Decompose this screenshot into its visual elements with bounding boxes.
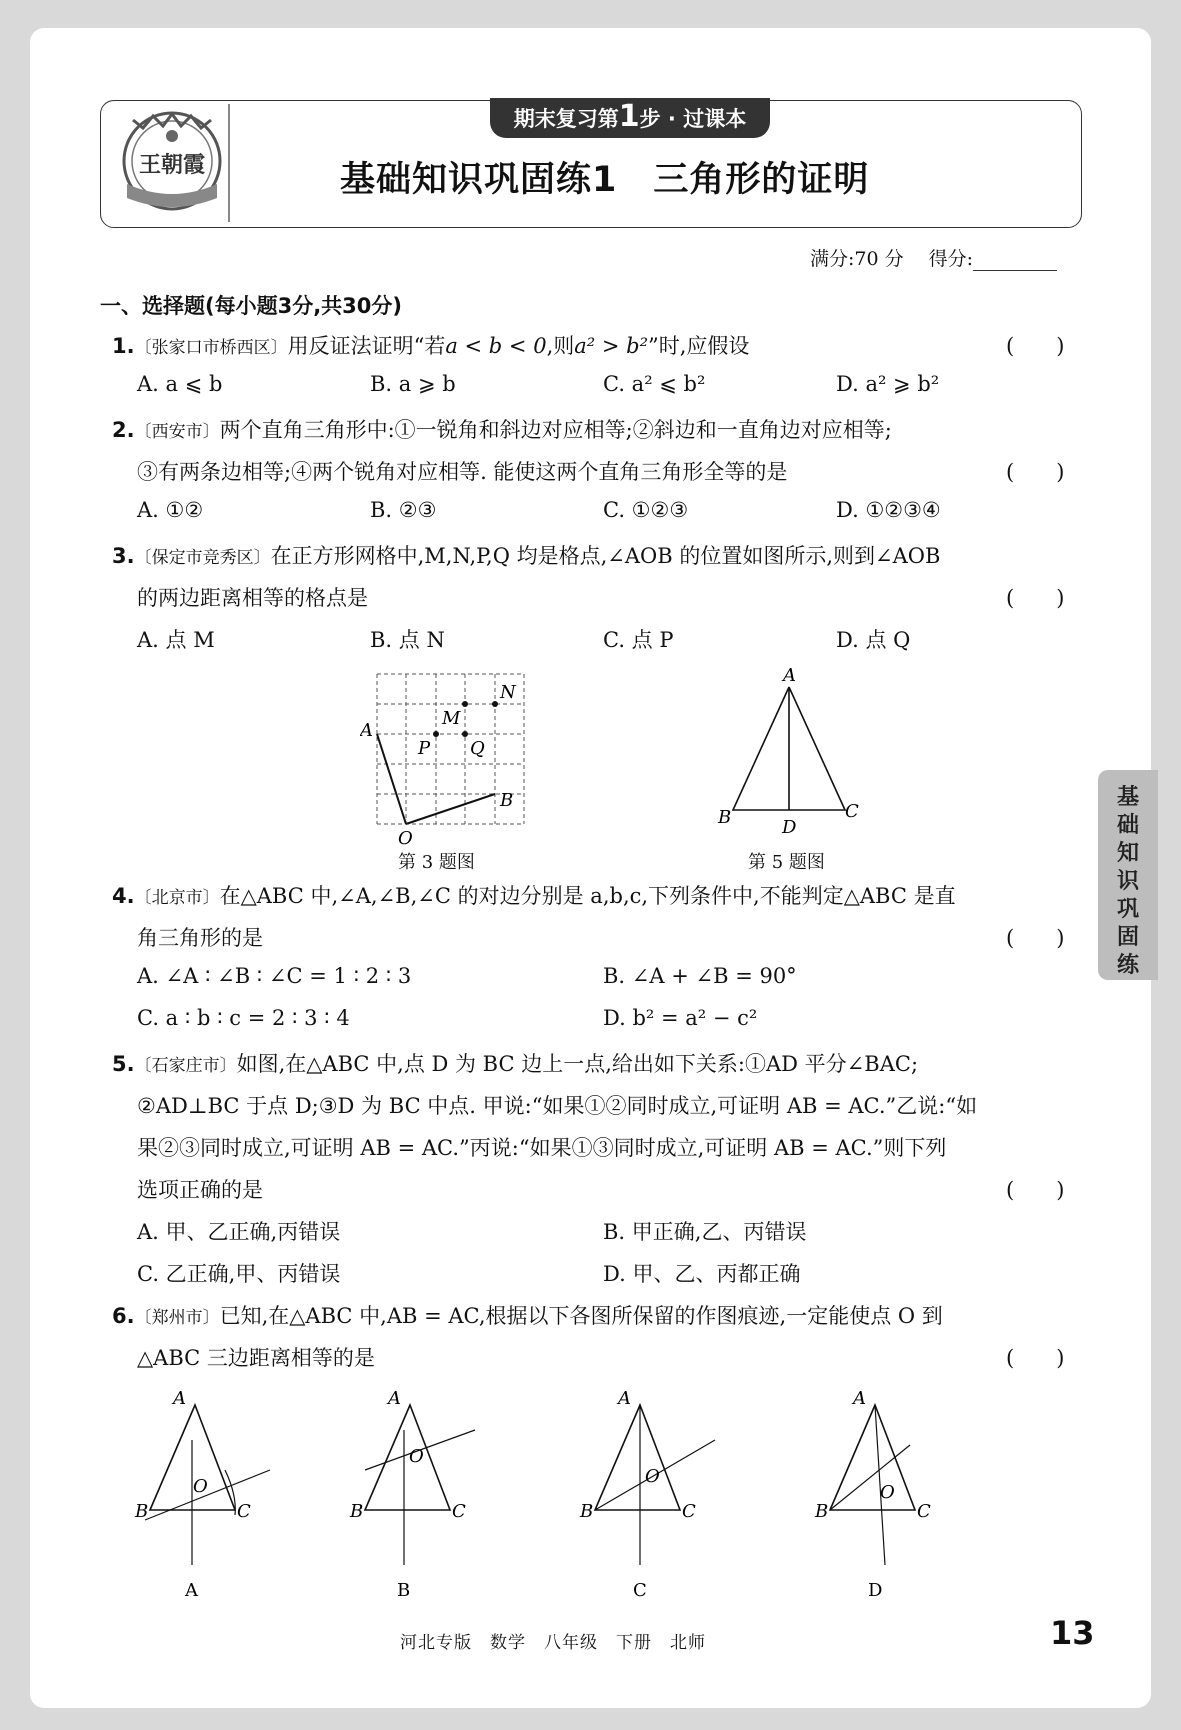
- q5-option-c: C. 乙正确,甲、丙错误: [137, 1262, 341, 1286]
- fig3-label-b: B: [500, 790, 514, 811]
- q3-option-b: B. 点 N: [370, 628, 445, 652]
- q6-figure-d: [814, 1390, 931, 1601]
- q6d-label-b: B: [815, 1501, 829, 1522]
- score-blank[interactable]: [973, 252, 1057, 271]
- footer-text: 河北专版 数学 八年级 下册 北师: [400, 1633, 706, 1653]
- page-title: 基础知识巩固练1 三角形的证明: [340, 160, 870, 200]
- q6-stem-line1: 6.〔郑州市〕已知,在△ABC 中,AB = AC,根据以下各图所保留的作图痕迹,一定能使点 O 到: [112, 1304, 943, 1328]
- sidetab-char: 固: [1116, 925, 1139, 950]
- page-number: 13: [1050, 1614, 1095, 1652]
- q4-option-b: B. ∠A + ∠B = 90°: [603, 964, 797, 988]
- q6c-label-b: B: [580, 1501, 594, 1522]
- q1-option-c: C. a² ⩽ b²: [603, 372, 706, 396]
- fig5-label-c: C: [845, 801, 859, 822]
- figure-3-grid: [360, 668, 530, 848]
- logo-emblem: [113, 106, 231, 220]
- q5-option-a: A. 甲、乙正确,丙错误: [137, 1220, 341, 1244]
- q6d-label-c: C: [917, 1501, 931, 1522]
- logo-separator: [228, 104, 230, 222]
- fig3-label-p: P: [418, 738, 431, 759]
- section-heading: 一、选择题(每小题3分,共30分): [100, 294, 403, 318]
- q2-option-b: B. ②③: [370, 498, 437, 522]
- q6-answer-blank[interactable]: ( ): [1006, 1346, 1065, 1370]
- q4-stem-line2: 角三角形的是: [137, 926, 263, 950]
- fig3-label-n: N: [500, 682, 516, 703]
- figure-5-caption: 第 5 题图: [748, 852, 825, 873]
- q2-stem-line2: ③有两条边相等;④两个锐角对应相等. 能使这两个直角三角形全等的是: [137, 460, 788, 484]
- q5-stem-line3: 果②③同时成立,可证明 AB = AC.”丙说:“如果①③同时成立,可证明 AB = AC.”则下列: [137, 1136, 947, 1160]
- q6b-label-b: B: [350, 1501, 364, 1522]
- q4-stem-line1: 4.〔北京市〕在△ABC 中,∠A,∠B,∠C 的对边分别是 a,b,c,下列条件中,不能判定△ABC 是直: [112, 884, 956, 908]
- q1-stem: 1.〔张家口市桥西区〕用反证法证明“若a < b < 0,则a² > b²”时,应假设: [112, 334, 750, 358]
- q1-option-b: B. a ⩾ b: [370, 372, 456, 396]
- q6-fig-d-label: D: [868, 1580, 883, 1601]
- q2-option-c: C. ①②③: [603, 498, 689, 522]
- q3-option-a: A. 点 M: [137, 628, 215, 652]
- fig5-label-a: A: [783, 665, 796, 686]
- fig3-label-m: M: [442, 708, 461, 729]
- figure-3-caption: 第 3 题图: [398, 852, 475, 873]
- q1-option-d: D. a² ⩾ b²: [836, 372, 940, 396]
- fig5-label-b: B: [718, 807, 732, 828]
- side-section-tab[interactable]: [1098, 770, 1158, 980]
- q6-figures: [125, 1390, 1085, 1610]
- q3-stem-line2: 的两边距离相等的格点是: [137, 586, 368, 610]
- fig3-label-q: Q: [470, 738, 485, 759]
- q6-fig-b-label: B: [397, 1580, 411, 1601]
- q6-fig-a-label: A: [185, 1580, 198, 1601]
- q3-option-c: C. 点 P: [603, 628, 674, 652]
- fig3-label-a: A: [360, 720, 373, 741]
- q2-answer-blank[interactable]: ( ): [1006, 460, 1065, 484]
- fig3-label-o: O: [398, 828, 413, 848]
- q6a-label-c: C: [237, 1501, 251, 1522]
- header-tab: 期末复习第1步 · 过课本: [490, 98, 770, 138]
- sidetab-char: 巩: [1116, 897, 1139, 922]
- q3-answer-blank[interactable]: ( ): [1006, 586, 1065, 610]
- sidetab-char: 基: [1116, 785, 1139, 810]
- q6d-label-a: A: [853, 1390, 866, 1409]
- q6c-label-o: O: [645, 1466, 660, 1487]
- figure-5-triangle: [710, 665, 860, 845]
- q6-figure-b: [349, 1390, 475, 1601]
- q6-figure-a: [134, 1390, 270, 1601]
- q5-answer-blank[interactable]: ( ): [1006, 1178, 1065, 1202]
- q4-answer-blank[interactable]: ( ): [1006, 926, 1065, 950]
- q6c-label-c: C: [682, 1501, 696, 1522]
- q3-stem-line1: 3.〔保定市竞秀区〕在正方形网格中,M,N,P,Q 均是格点,∠AOB 的位置如图所示,则到∠AOB: [112, 544, 941, 568]
- score-field: 满分:70 分 得分:: [810, 244, 1057, 271]
- logo-text: 王朝霞: [138, 152, 206, 178]
- q6a-label-a: A: [173, 1390, 186, 1409]
- q4-option-d: D. b² = a² − c²: [603, 1006, 758, 1030]
- q4-option-a: A. ∠A ∶ ∠B ∶ ∠C = 1 ∶ 2 ∶ 3: [137, 964, 412, 988]
- q6-figure-c: [579, 1390, 715, 1601]
- sidetab-char: 识: [1116, 869, 1139, 894]
- q5-stem-line2: ②AD⊥BC 于点 D;③D 为 BC 中点. 甲说:“如果①②同时成立,可证明 AB = AC.”乙说:“如: [137, 1094, 978, 1118]
- q5-stem-line1: 5.〔石家庄市〕如图,在△ABC 中,点 D 为 BC 边上一点,给出如下关系:①AD 平分∠BAC;: [112, 1052, 919, 1076]
- q4-option-c: C. a ∶ b ∶ c = 2 ∶ 3 ∶ 4: [137, 1006, 350, 1030]
- q5-option-b: B. 甲正确,乙、丙错误: [603, 1220, 807, 1244]
- q6d-label-o: O: [880, 1482, 895, 1503]
- sidetab-char: 础: [1116, 813, 1139, 838]
- q2-option-d: D. ①②③④: [836, 498, 941, 522]
- q5-option-d: D. 甲、乙、丙都正确: [603, 1262, 801, 1286]
- q6b-label-a: A: [388, 1390, 401, 1409]
- q1-option-a: A. a ⩽ b: [137, 372, 223, 396]
- sidetab-char: 知: [1116, 841, 1139, 866]
- q6a-label-o: O: [193, 1476, 208, 1497]
- q6a-label-b: B: [135, 1501, 149, 1522]
- q6c-label-a: A: [618, 1390, 631, 1409]
- q6-fig-c-label: C: [633, 1580, 647, 1601]
- q1-answer-blank[interactable]: ( ): [1006, 334, 1065, 358]
- fig5-label-d: D: [782, 817, 797, 838]
- q5-stem-line4: 选项正确的是: [137, 1178, 263, 1202]
- q6b-label-o: O: [409, 1446, 424, 1467]
- q2-stem-line1: 2.〔西安市〕两个直角三角形中:①一锐角和斜边对应相等;②斜边和一直角边对应相等;: [112, 418, 892, 442]
- q3-option-d: D. 点 Q: [836, 628, 911, 652]
- q2-option-a: A. ①②: [137, 498, 204, 522]
- q6b-label-c: C: [452, 1501, 466, 1522]
- q6-stem-line2: △ABC 三边距离相等的是: [137, 1346, 375, 1370]
- sidetab-char: 练: [1116, 953, 1139, 978]
